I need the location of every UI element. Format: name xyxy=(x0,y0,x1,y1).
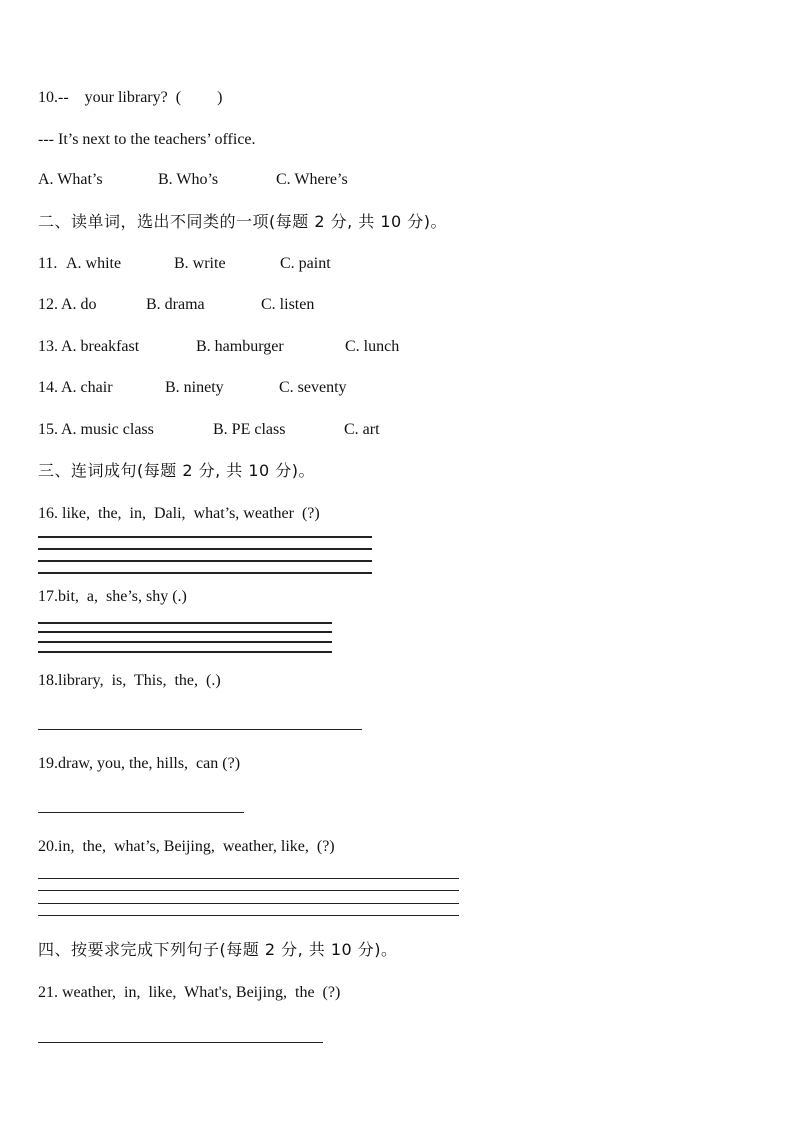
section-2-heading: 二、读单词，选出不同类的一项(每题 2 分, 共 10 分)。 xyxy=(38,212,448,231)
option-a: A. chair xyxy=(61,379,113,396)
writing-line xyxy=(38,890,459,891)
question-number: 14. xyxy=(38,379,58,396)
option-c: C. seventy xyxy=(279,379,347,396)
question-number: 13. xyxy=(38,338,58,355)
option-c: C. listen xyxy=(261,296,315,313)
question-19: 19.draw, you, the, hills, can (?) xyxy=(38,755,241,772)
section-3-heading: 三、连词成句(每题 2 分, 共 10 分)。 xyxy=(38,461,316,480)
writing-line xyxy=(38,548,372,550)
writing-line xyxy=(38,536,372,538)
writing-line xyxy=(38,878,459,879)
writing-line xyxy=(38,1042,323,1043)
option-b: B. drama xyxy=(146,296,205,313)
question-number: 12. xyxy=(38,296,58,313)
writing-line xyxy=(38,622,332,624)
writing-line xyxy=(38,812,244,813)
writing-line xyxy=(38,572,372,574)
section-4-heading: 四、按要求完成下列句子(每题 2 分, 共 10 分)。 xyxy=(38,940,398,959)
writing-line xyxy=(38,560,372,562)
question-number: 11. xyxy=(38,255,58,272)
option-b: B. hamburger xyxy=(196,338,284,355)
option-a: A. What’s xyxy=(38,171,103,188)
option-a: A. breakfast xyxy=(61,338,140,355)
writing-line xyxy=(38,903,459,904)
question-17: 17.bit, a, she’s, shy (.) xyxy=(38,588,187,605)
question-21: 21. weather, in, like, What's, Beijing, the (?) xyxy=(38,984,341,1001)
writing-line xyxy=(38,631,332,633)
question-10-answer-line: --- It’s next to the teachers’ office. xyxy=(38,131,256,148)
option-c: C. art xyxy=(344,421,380,438)
option-c: C. lunch xyxy=(345,338,400,355)
option-b: B. PE class xyxy=(213,421,286,438)
option-b: B. Who’s xyxy=(158,171,219,188)
writing-line xyxy=(38,651,332,653)
question-16: 16. like, the, in, Dali, what’s, weather (?) xyxy=(38,505,320,522)
writing-line xyxy=(38,641,332,643)
option-c: C. Where’s xyxy=(276,171,348,188)
option-b: B. ninety xyxy=(165,379,224,396)
question-18: 18.library, is, This, the, (.) xyxy=(38,672,221,689)
option-a: A. music class xyxy=(61,421,154,438)
question-20: 20.in, the, what’s, Beijing, weather, like, (?) xyxy=(38,838,335,855)
writing-line xyxy=(38,915,459,916)
writing-line xyxy=(38,729,362,730)
option-c: C. paint xyxy=(280,255,331,272)
question-number: 15. xyxy=(38,421,58,438)
option-a: A. do xyxy=(61,296,97,313)
question-10-stem: 10.-- your library? ( ) xyxy=(38,89,223,106)
option-b: B. write xyxy=(174,255,226,272)
option-a: A. white xyxy=(66,255,122,272)
